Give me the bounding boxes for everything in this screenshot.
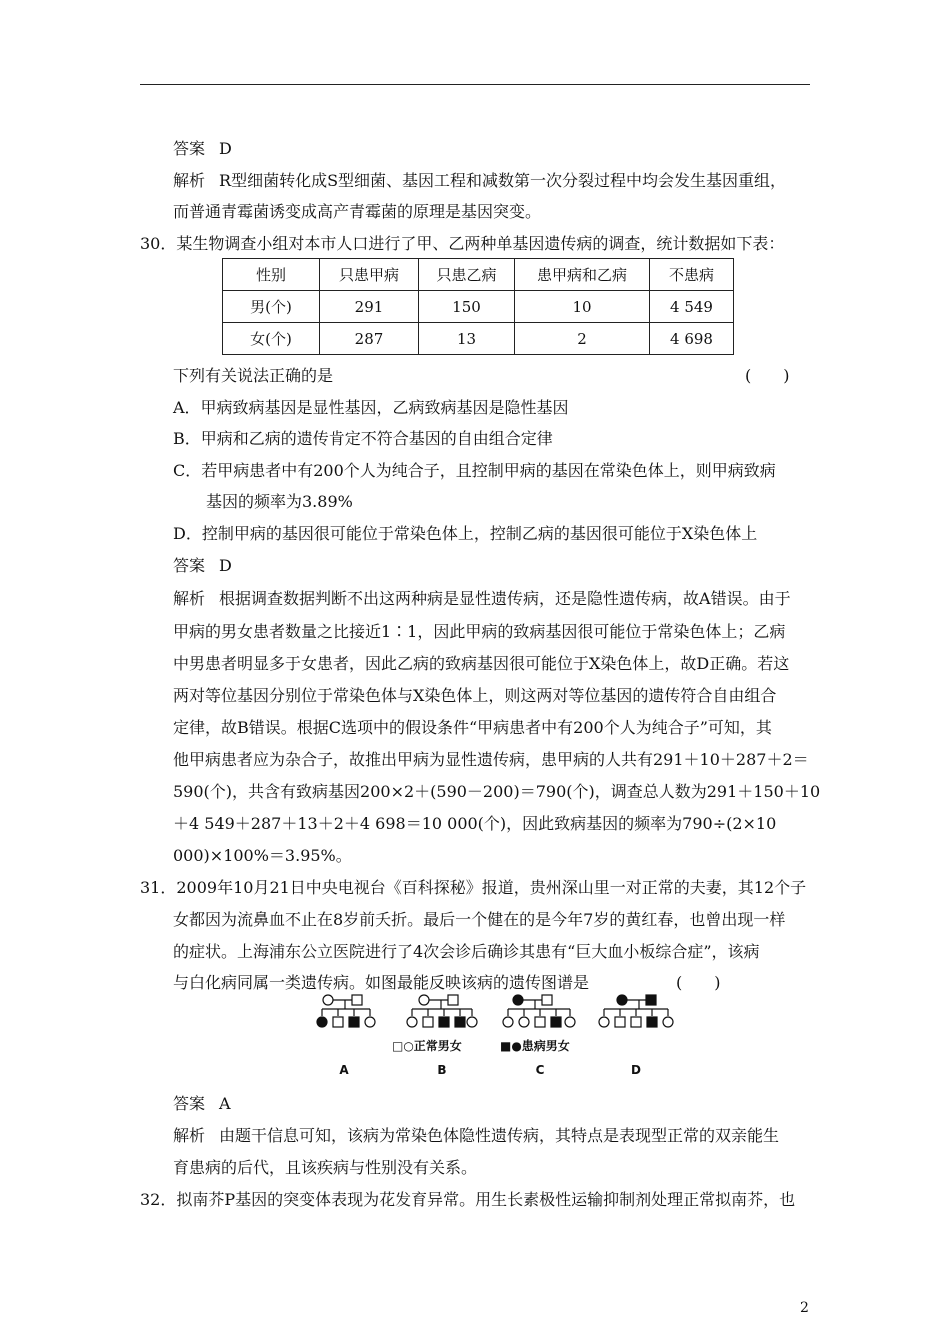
- table-header: 不患病: [650, 259, 734, 291]
- q30-analysis-line-5: 定律，故B错误。根据C选项中的假设条件“甲病患者中有200个人为纯合子”可知，其: [173, 718, 772, 737]
- table-row: [223, 291, 734, 323]
- q30-analysis-line-9: 000)×100%＝3.95%。: [173, 846, 352, 865]
- q29-analysis-line-1: 解析 R型细菌转化成S型细菌、基因工程和减数第一次分裂过程中均会发生基因重组，: [173, 171, 787, 190]
- table-header: 患甲病和乙病: [515, 259, 650, 291]
- q31-stem-line-1: 31．2009年10月21日中央电视台《百科探秘》报道，贵州深山里一对正常的夫妻，其12个子: [140, 878, 807, 897]
- pedigree-label-a: A: [339, 1063, 349, 1077]
- pedigree-figure: [300, 990, 690, 1082]
- table-cell: 287: [320, 323, 419, 355]
- table-cell: 10: [515, 291, 650, 323]
- q30-analysis-line-3: 中男患者明显多于女患者，因此乙病的致病基因很可能位于X染色体上，故D正确。若这: [173, 654, 790, 673]
- table-cell: 13: [419, 323, 515, 355]
- q31-answer-bracket: ( ): [676, 973, 721, 992]
- q30-option-b: B．甲病和乙病的遗传肯定不符合基因的自由组合定律: [173, 429, 553, 448]
- legend-affected: ■●患病男女: [500, 1039, 570, 1053]
- pedigree-a: [317, 995, 375, 1027]
- pedigree-label-c: C: [535, 1063, 545, 1077]
- table-row: [223, 323, 734, 355]
- table-cell: 女(个): [223, 323, 320, 355]
- q30-option-c-cont: 基因的频率为3.89%: [206, 492, 353, 511]
- table-cell: 291: [320, 291, 419, 323]
- q31-stem-line-3: 的症状。上海浦东公立医院进行了4次会诊后确诊其患有“巨大血小板综合症”，该病: [173, 942, 760, 961]
- table-cell: 4 698: [650, 323, 734, 355]
- q31-answer: 答案 A: [173, 1094, 231, 1113]
- table-header: 只患甲病: [320, 259, 419, 291]
- q30-answer: 答案 D: [173, 556, 232, 575]
- q29-answer: 答案 D: [173, 139, 232, 158]
- table-header: 只患乙病: [419, 259, 515, 291]
- pedigree-b: [407, 995, 477, 1027]
- pedigree-label-d: D: [631, 1063, 641, 1077]
- q30-option-c: C．若甲病患者中有200个人为纯合子，且控制甲病的基因在常染色体上，则甲病致病: [173, 461, 776, 480]
- stats-table: [222, 258, 734, 355]
- q30-analysis-line-4: 两对等位基因分别位于常染色体与X染色体上，则这两对等位基因的遗传符合自由组合: [173, 686, 777, 705]
- q31-stem-line-2: 女都因为流鼻血不止在8岁前夭折。最后一个健在的是今年7岁的黄红春，也曾出现一样: [173, 910, 786, 929]
- q30-analysis-line-2: 甲病的男女患者数量之比接近1∶1，因此甲病的致病基因很可能位于常染色体上；乙病: [173, 622, 786, 641]
- q30-analysis-line-8: ＋4 549＋287＋13＋2＋4 698＝10 000(个)，因此致病基因的频率为790÷(2×10: [173, 814, 777, 833]
- q30-analysis-line-7: 590(个)，共含有致病基因200×2＋(590－200)＝790(个)，调查总人数为291＋150＋10: [173, 782, 821, 801]
- table-cell: 2: [515, 323, 650, 355]
- q32-stem-line-1: 32．拟南芥P基因的突变体表现为花发育异常。用生长素极性运输抑制剂处理正常拟南芥，也: [140, 1190, 796, 1209]
- header-rule: [140, 84, 810, 85]
- q31-analysis-line-1: 解析 由题干信息可知，该病为常染色体隐性遗传病，其特点是表现型正常的双亲能生: [173, 1126, 780, 1145]
- q30-analysis-line-1: 解析 根据调查数据判断不出这两种病是显性遗传病，还是隐性遗传病，故A错误。由于: [173, 589, 791, 608]
- q30-prompt: 下列有关说法正确的是: [173, 366, 334, 385]
- q29-analysis-line-2: 而普通青霉菌诱变成高产青霉菌的原理是基因突变。: [173, 202, 542, 221]
- table-cell: 男(个): [223, 291, 320, 323]
- q31-analysis-line-2: 育患病的后代，且该疾病与性别没有关系。: [173, 1158, 478, 1177]
- table-cell: 4 549: [650, 291, 734, 323]
- q30-option-a: A．甲病致病基因是显性基因，乙病致病基因是隐性基因: [173, 398, 569, 417]
- table-header: 性别: [223, 259, 320, 291]
- page-number: 2: [800, 1300, 809, 1316]
- pedigree-c: [503, 995, 575, 1027]
- q30-answer-bracket: ( ): [745, 366, 790, 385]
- pedigree-d: [599, 995, 673, 1027]
- legend-normal: □○正常男女: [392, 1039, 462, 1053]
- q30-stem: 30．某生物调查小组对本市人口进行了甲、乙两种单基因遗传病的调查，统计数据如下表：: [140, 234, 785, 253]
- pedigree-label-b: B: [437, 1063, 447, 1077]
- q31-stem-line-4: 与白化病同属一类遗传病。如图最能反映该病的遗传图谱是: [173, 973, 590, 992]
- table-cell: 150: [419, 291, 515, 323]
- table-header-row: [223, 259, 734, 291]
- q30-option-d: D．控制甲病的基因很可能位于常染色体上，控制乙病的基因很可能位于X染色体上: [173, 524, 758, 543]
- q30-analysis-line-6: 他甲病患者应为杂合子，故推出甲病为显性遗传病，患甲病的人共有291＋10＋287＋2＝: [173, 750, 809, 769]
